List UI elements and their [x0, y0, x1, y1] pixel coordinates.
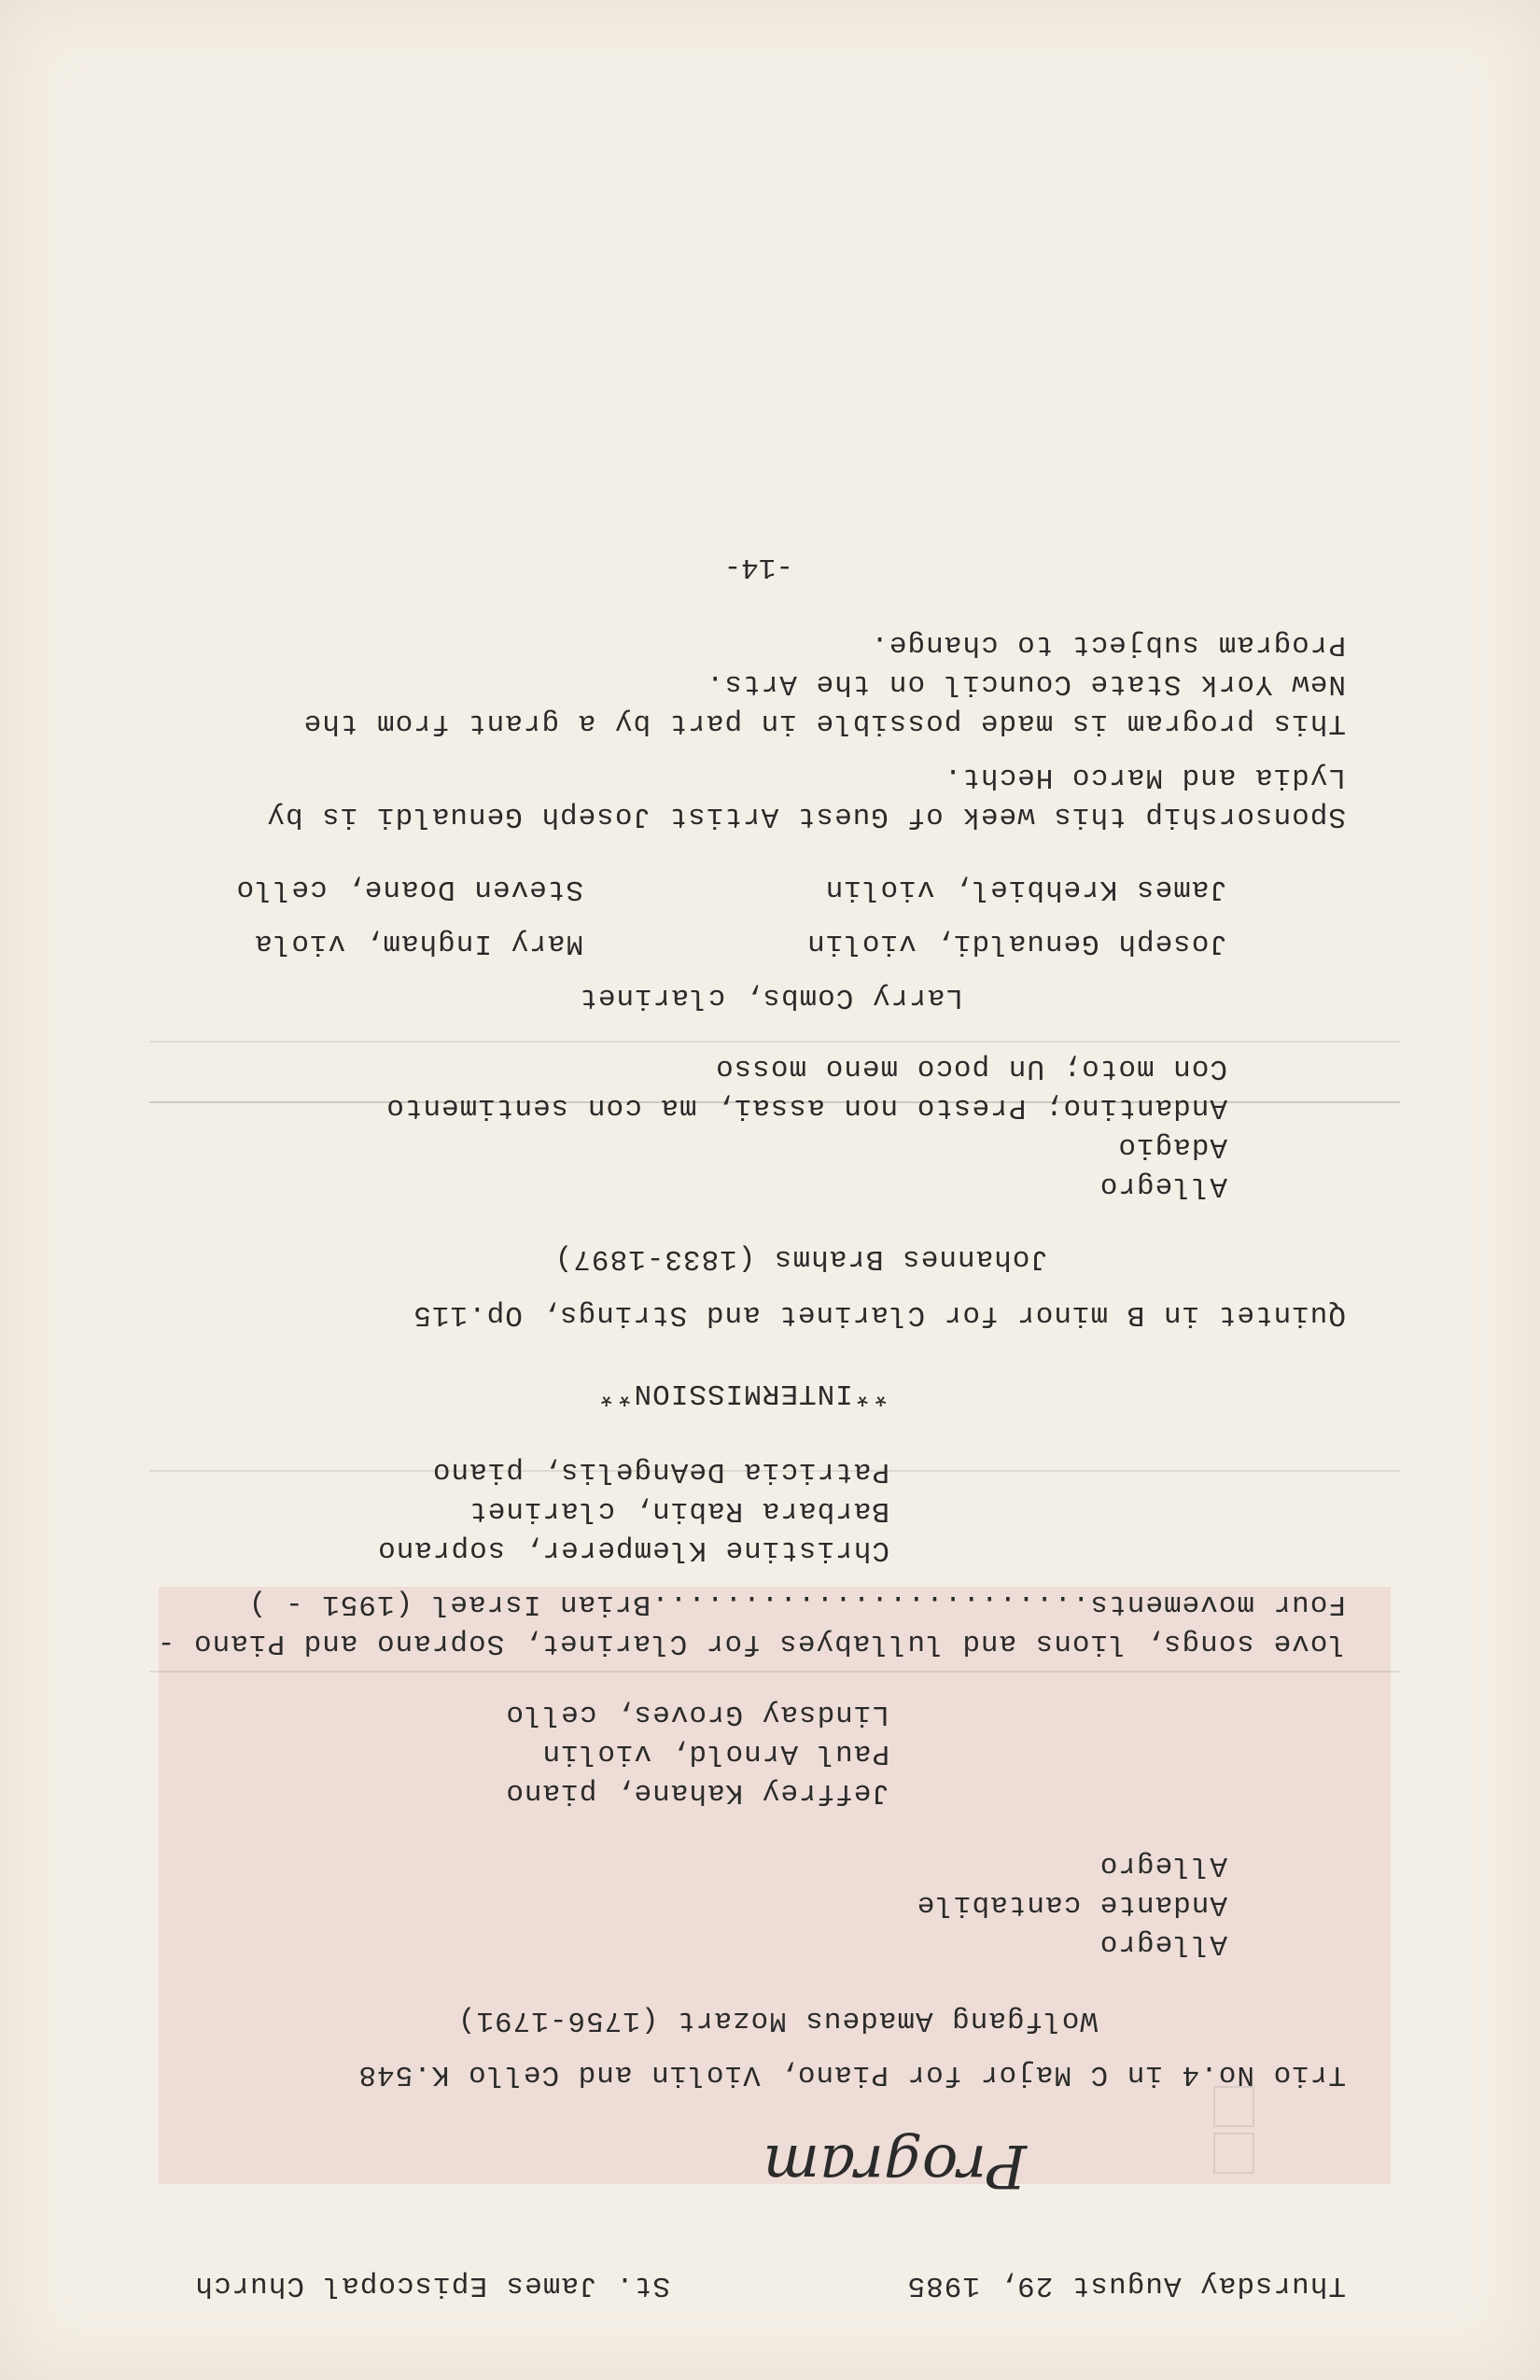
performer: Paul Arnold, violin: [541, 1737, 889, 1770]
movement: Con moto; Un poco meno mosso: [715, 1052, 1227, 1085]
program-line: Johannes Brahms (1833-1897): [553, 1242, 1048, 1275]
program-line: love songs, lions and lullabyes for Clarinet, Soprano and Piano -: [156, 1627, 1346, 1659]
movement: Adagio: [1117, 1130, 1227, 1163]
intermission: **INTERMISSION**: [596, 1377, 889, 1409]
performer: Barbara Rabin, clarinet: [469, 1494, 889, 1527]
performer: Joseph Genualdi, violin: [806, 927, 1227, 959]
sponsorship-note: Sponsorship this week of Guest Artist Joseph Genualdi is by: [266, 800, 1346, 833]
performer: Mary Ingham, viola: [254, 927, 583, 959]
page-title: Program: [763, 2131, 1027, 2200]
page-number: -14-: [723, 551, 793, 583]
performer: Steven Doane, cello: [235, 873, 583, 905]
program-line: Quintet in B minor for Clarinet and Strings, Op.115: [413, 1298, 1346, 1331]
movement: Allegro: [1099, 1849, 1227, 1882]
header-day-date: Thursday August 29, 1985: [906, 2269, 1346, 2302]
movement: Andante cantabile: [916, 1888, 1227, 1921]
movement: Allegro: [1099, 1169, 1227, 1202]
header-venue: St. James Episcopal Church: [194, 2269, 670, 2302]
change-note: Program subject to change.: [870, 628, 1346, 661]
performer: Patricia DeAngelis, piano: [431, 1455, 889, 1488]
movement: Andantino; Presto non assai, ma con sentimento: [385, 1091, 1227, 1124]
movement: Allegro: [1099, 1927, 1227, 1960]
performer: Christine Klemperer, soprano: [377, 1533, 889, 1566]
sponsorship-note: Lydia and Marco Hecht.: [943, 761, 1346, 793]
program-line: Trio No.4 in C Major for Piano, Violin and Cello K.548: [357, 2058, 1346, 2091]
performer: Larry Combs, clarinet: [579, 981, 963, 1014]
grant-note: New York State Council on the Arts.: [705, 667, 1346, 700]
program-line: Wolfgang Amadeus Mozart (1756-1791): [456, 2004, 1098, 2037]
program-line: Four movements........................Brian Israel (1951 - ): [247, 1588, 1346, 1620]
performer: James Krehbiel, violin: [824, 873, 1227, 905]
performer: Lindsay Groves, cello: [505, 1698, 889, 1730]
performer: Jeffrey Kahane, piano: [505, 1776, 889, 1809]
grant-note: This program is made possible in part by a grant from the: [302, 707, 1346, 739]
